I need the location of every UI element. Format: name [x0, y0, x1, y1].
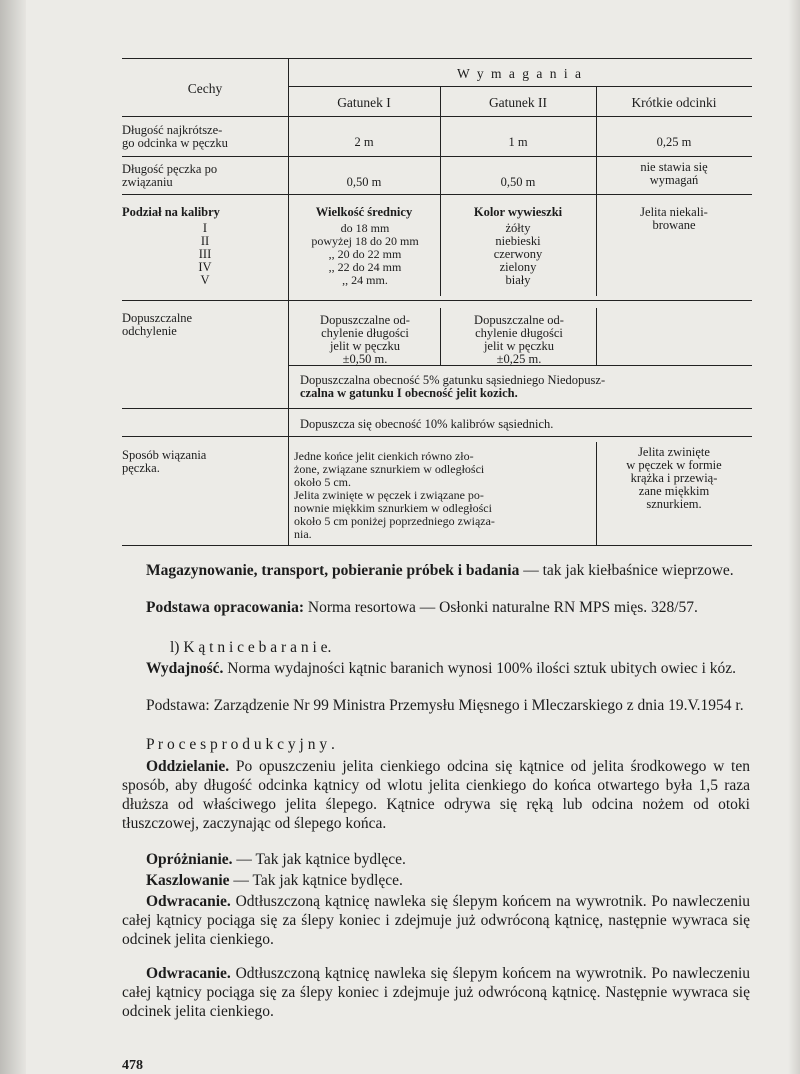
row6-g12-line: około 5 cm. — [294, 475, 351, 489]
size-item: ,, 22 do 24 mm — [328, 260, 402, 274]
row5-text: Dopuszcza się obecność 10% kalibrów sąsiednich. — [300, 417, 554, 431]
row6-gatunek-1-2 — [294, 450, 594, 541]
section-heading-katnice: l) K ą t n i c e b a r a n i e. — [170, 639, 332, 656]
row2-label — [122, 163, 288, 189]
row2-label-line2: związaniu — [122, 175, 173, 189]
row2-krotkie-line1: nie stawia się — [640, 160, 708, 174]
row4-rule — [122, 408, 752, 409]
row6-label-line1: Sposób wiązania — [122, 448, 207, 462]
paragraph-magazynowanie — [122, 561, 750, 580]
paragraph-label: Podstawa: — [146, 697, 210, 714]
paragraph-odwracanie-1 — [122, 892, 750, 949]
paragraph-body: Po opuszczeniu jelita cienkiego odcina się kątnice od jelita środkowego w ten sposób, aby długość odcinka kątnicy od wlotu jelita cienkiego do końca otwartego była 1,5 raza dłuższa od właściwego jelita ślepego. Kątnice odrywa się ręką lub odcina nożem od otoki tłuszczowej, zaczynając od ślepego końca. — [122, 758, 750, 832]
table-bottom-rule — [122, 545, 752, 546]
paragraph-wydajnosc — [122, 659, 750, 678]
row6-label — [122, 449, 288, 475]
row6-g12-line: nia. — [294, 527, 312, 541]
paragraph-label: Podstawa opracowania: — [146, 599, 305, 616]
col-divider-2b — [596, 308, 597, 365]
row1-label-line1: Długość najkrótsze- — [122, 123, 223, 137]
paragraph-podstawa — [122, 696, 750, 715]
paragraph-body: — Tak jak kątnice bydlęce. — [229, 872, 403, 889]
row3-rule — [122, 300, 752, 301]
col-divider-1b — [440, 308, 441, 365]
row1-krotkie: 0,25 m — [656, 135, 692, 149]
paragraph-oproznianie — [122, 850, 750, 869]
page-gutter-shadow — [0, 0, 26, 1074]
row4-gatunek-2 — [442, 314, 596, 366]
paragraph-body: Norma resortowa — Osłonki naturalne RN MPS mięs. 328/57. — [304, 599, 698, 616]
row5-rule — [122, 436, 752, 437]
row4-g2-line: jelit w pęczku — [483, 339, 555, 353]
paragraph-body: Odtłuszczoną kątnicę nawleka się ślepym końcem na wywrotnik. Po nawleczeniu całej kątnicy pociąga się za ślepy koniec i zdejmuje już odwróconą kątnicę, następnie wywraca się odcinek jelita cienkiego. — [122, 893, 750, 948]
paragraph-kaszlowanie — [122, 871, 750, 890]
row1-rule — [122, 156, 752, 157]
row4-g2-line: ±0,25 m. — [496, 352, 542, 366]
row6-g12-line: około 5 cm poniżej poprzedniego związa- — [294, 514, 495, 528]
row4-g1-line: jelit w pęczku — [329, 339, 401, 353]
row3-krotkie — [596, 206, 752, 232]
row3-krotkie-line2: browane — [652, 218, 696, 232]
size-list — [288, 222, 442, 287]
row4-g1-line: chylenie długości — [321, 326, 409, 340]
paragraph-podstawa-opracowania — [122, 598, 750, 617]
row3-label: Podział na kalibry — [122, 205, 220, 219]
page-number: 478 — [122, 1058, 143, 1073]
row6-g3-line: w pęczek w formie — [626, 458, 722, 472]
row6-g12-line: nownie miękkim sznurkiem w odległości — [294, 501, 492, 515]
row1-label — [122, 124, 288, 150]
color-item: żółty — [505, 221, 531, 235]
header-gatunek-1: Gatunek I — [337, 95, 391, 110]
row2-gatunek-2: 0,50 m — [500, 175, 536, 189]
row4-note-line2: czalna w gatunku I obecność jelit kozich. — [300, 386, 518, 400]
col-divider-2 — [596, 86, 597, 296]
paragraph-label: Wydajność. — [146, 660, 224, 677]
paragraph-odwracanie-2 — [122, 964, 750, 1021]
row2-gatunek-1: 0,50 m — [346, 175, 382, 189]
color-item: czerwony — [493, 247, 543, 261]
row4-note — [300, 374, 750, 400]
color-list — [440, 222, 596, 287]
row2-label-line1: Długość pęczka po — [122, 162, 218, 176]
size-item: do 18 mm — [340, 221, 390, 235]
row2-rule — [122, 194, 752, 195]
header-gatunek-2: Gatunek II — [488, 95, 548, 110]
paragraph-body: Zarządzenie Nr 99 Ministra Przemysłu Mięsnego i Mleczarskiego z dnia 19.V.1954 r. — [209, 697, 744, 714]
row4-g2-line: chylenie długości — [475, 326, 563, 340]
row4-label — [122, 312, 288, 338]
size-item: powyżej 18 do 20 mm — [311, 234, 419, 248]
size-column-title: Wielkość średnicy — [315, 205, 413, 219]
row4-note-line1: Dopuszczalna obecność 5% gatunku sąsiedniego Niedopusz- — [300, 373, 606, 387]
row1-gatunek-1: 2 m — [354, 135, 374, 149]
paragraph-label: Opróżnianie. — [146, 851, 233, 868]
paragraph-oddzielanie — [122, 757, 750, 833]
size-item: ,, 24 mm. — [342, 273, 388, 287]
row6-label-line2: pęczka. — [122, 461, 160, 475]
paragraph-body: — tak jak kiełbaśnice wieprzowe. — [519, 562, 734, 579]
color-item: zielony — [499, 260, 537, 274]
row1-label-line2: go odcinka w pęczku — [122, 136, 228, 150]
caliber-item: V — [200, 273, 210, 287]
header-bottom-rule — [122, 116, 752, 117]
color-item: biały — [505, 273, 531, 287]
row6-g3-line: Jelita zwinięte — [638, 445, 710, 459]
row2-krotkie — [596, 161, 752, 187]
caliber-item: II — [200, 234, 210, 248]
paragraph-label: Odwracanie. — [146, 965, 231, 982]
row2-krotkie-line2: wymagań — [649, 173, 699, 187]
row4-g1-line: Dopuszczalne od- — [320, 313, 410, 327]
page-edge-shadow — [788, 0, 800, 1074]
paragraph-body: Odtłuszczoną kątnicę nawleka się ślepym końcem na wywrotnik. Po nawleczeniu całej kątnicy pociąga się za ślepy koniec i zdejmuje już odwróconą kątnicę. Następnie wywraca się odcinek jelita cienkiego. — [122, 965, 750, 1020]
color-column-title: Kolor wywieszki — [473, 205, 563, 219]
row4-label-line2: odchylenie — [122, 324, 177, 338]
row6-g3-line: zane miękkim — [638, 484, 710, 498]
row6-g12-line: żone, związane sznurkiem w odległości — [294, 462, 485, 476]
caliber-item: IV — [198, 260, 212, 274]
row4-gatunek-1 — [290, 314, 440, 366]
size-item: ,, 20 do 22 mm — [328, 247, 402, 261]
row6-g12-line: Jelita zwinięte w pęczek i związane po- — [294, 488, 484, 502]
row3-krotkie-line1: Jelita niekali- — [640, 205, 708, 219]
row6-krotkie — [596, 446, 752, 511]
header-cechy: Cechy — [187, 81, 223, 96]
paragraph-label: Kaszlowanie — [146, 872, 230, 889]
paragraph-body: Norma wydajności kątnic baranich wynosi 100% ilości sztuk ubitych owiec i kóz. — [223, 660, 737, 677]
paragraph-label: Odwracanie. — [146, 893, 231, 910]
header-wymagania: W y m a g a n i a — [457, 66, 583, 81]
requirements-table — [122, 58, 752, 546]
row6-g3-line: krążka i przewią- — [630, 471, 718, 485]
caliber-item: I — [202, 221, 208, 235]
section-heading-proces: P r o c e s p r o d u k c y j n y . — [146, 736, 335, 753]
header-sub-rule — [288, 86, 752, 87]
paragraph-body: — Tak jak kątnice bydlęce. — [232, 851, 406, 868]
color-item: niebieski — [495, 234, 541, 248]
row4-g1-line: ±0,50 m. — [342, 352, 388, 366]
header-krotkie-odcinki: Krótkie odcinki — [631, 95, 717, 110]
paragraph-label: Oddzielanie. — [146, 758, 230, 775]
row6-g12-line: Jedne końce jelit cienkich równo zło- — [294, 449, 474, 463]
row4-label-line1: Dopuszczalne — [122, 311, 193, 325]
row4-g2-line: Dopuszczalne od- — [474, 313, 564, 327]
table-top-rule — [122, 58, 752, 59]
row6-g3-line: sznurkiem. — [646, 497, 702, 511]
caliber-list — [122, 222, 288, 287]
paragraph-label: Magazynowanie, transport, pobieranie próbek i badania — [146, 562, 520, 579]
col-divider-0 — [288, 58, 289, 545]
caliber-item: III — [198, 247, 212, 261]
row1-gatunek-2: 1 m — [508, 135, 528, 149]
